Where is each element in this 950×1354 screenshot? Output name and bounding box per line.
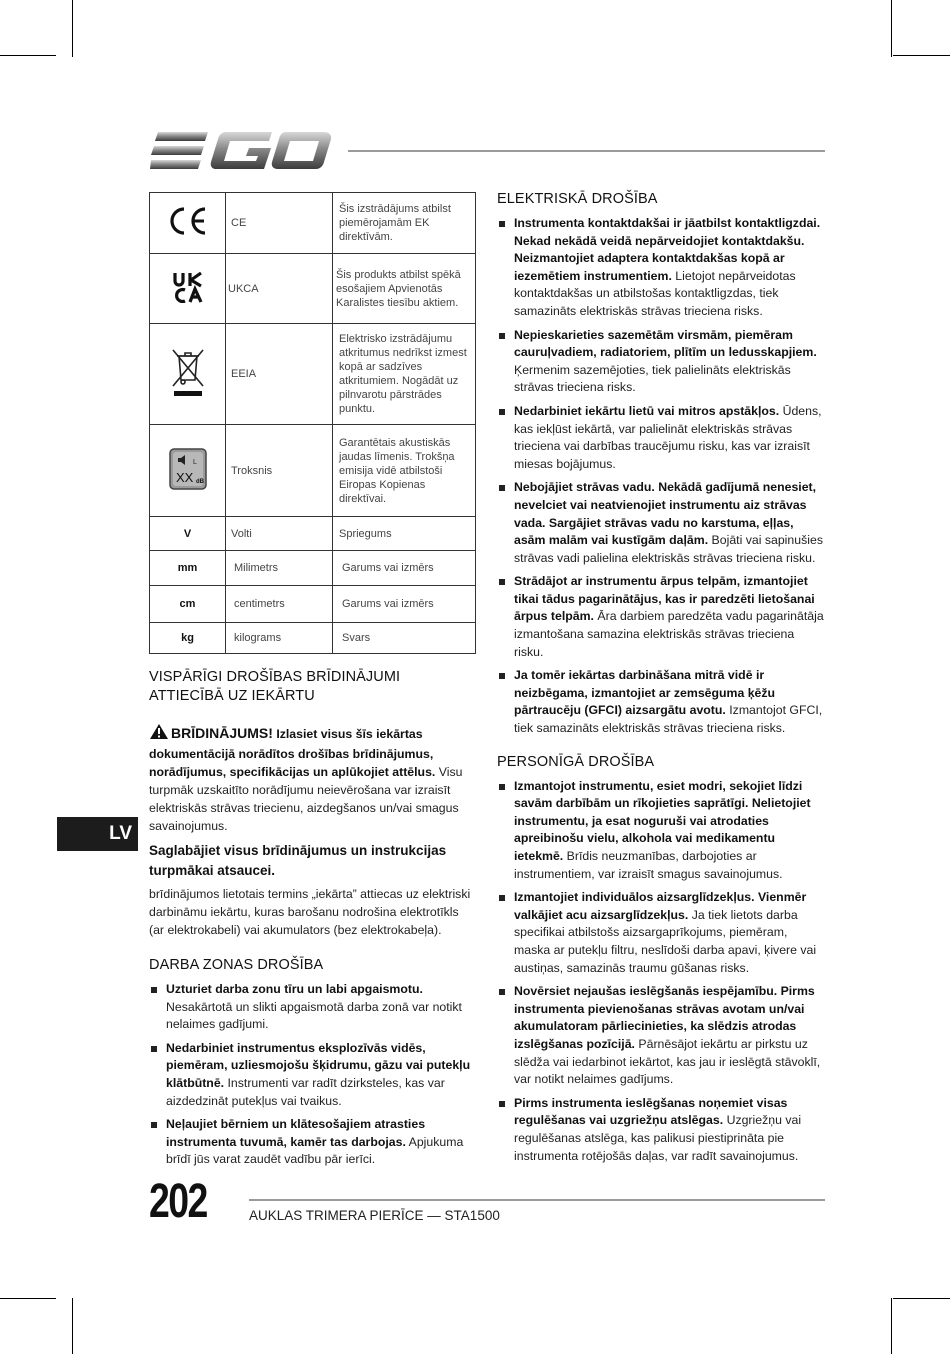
section-heading-electrical: ELEKTRISKĀ DROŠĪBA bbox=[497, 191, 658, 207]
right-column bbox=[497, 190, 825, 1165]
personal-list bbox=[497, 778, 825, 1165]
crop-mark bbox=[893, 55, 950, 56]
symbol-name: Volti bbox=[226, 517, 333, 551]
table-row bbox=[150, 551, 476, 586]
save-instructions-title: Saglabājiet visus brīdinājumus un instrukcijas turpmākai atsaucei. bbox=[149, 843, 447, 878]
language-tab: LV bbox=[57, 817, 138, 851]
warning-bold-text: Izlasiet visus šīs iekārtas dokumentācijā norādītos drošības brīdinājumus, norādījumus, specifikācijas un aplūkojiet attēlus. bbox=[149, 727, 436, 779]
list-item: Izmantojiet individuālos aizsarglīdzekļus. Vienmēr valkājiet acu aizsarglīdzekļus. Ja tiek lietots darba specifikai atbilstošs aizsargaprīkojums, piemēram, maska ar putekļu filtru, neslīdoši darba apavi, ķivere vai austiņas, samazinās traumu gūšanas risks. bbox=[497, 889, 825, 977]
symbols-table bbox=[149, 192, 476, 654]
list-item: Uzturiet darba zonu tīru un labi apgaismotu. Nesakārtotā un slikti apgaismotā darba zonā var notikt nelaimes gadījumi. bbox=[149, 981, 477, 1034]
electrical-list bbox=[497, 215, 825, 738]
symbol-unit: cm bbox=[150, 586, 226, 623]
symbol-name: Troksnis bbox=[226, 425, 333, 517]
warning-paragraph bbox=[149, 723, 477, 835]
crop-mark bbox=[891, 0, 892, 57]
crop-mark bbox=[0, 1298, 56, 1299]
noise-level-value: XX bbox=[175, 469, 193, 485]
symbol-unit: V bbox=[150, 517, 226, 551]
list-item: Instrumenta kontaktdakšai ir jāatbilst kontaktligzdai. Nekad nekādā veidā nepārveidojiet kontaktdakšu. Neizmantojiet adaptera kontaktdakšas kopā ar iezemētiem instrumentiem. Lietojot nepārveidotas kontaktdakšas un atbilstošas kontaktligzdas, tiek samazināts elektriskās strāvas trieciena risks. bbox=[497, 215, 825, 321]
crop-mark bbox=[72, 1298, 73, 1354]
symbol-description: Garums vai izmērs bbox=[333, 586, 476, 623]
warning-text: Visu turpmāk uzskaitīto norādījumu neievērošana var izraisīt elektriskās strāvas triecienu, aizdegšanos un/vai smagus savainojumus. bbox=[149, 765, 463, 833]
symbol-name: EEIA bbox=[226, 324, 333, 425]
symbol-unit: kg bbox=[150, 623, 226, 654]
weee-bin-icon bbox=[170, 389, 206, 401]
symbol-name: CE bbox=[226, 193, 333, 254]
symbol-description: Šis produkts atbilst spēkā esošajiem Apvienotās Karalistes tiesību aktiem. bbox=[333, 254, 476, 324]
table-row bbox=[150, 517, 476, 551]
section-heading-work-area: DARBA ZONAS DROŠĪBA bbox=[149, 957, 324, 973]
svg-text:L: L bbox=[192, 458, 197, 466]
footer-title: AUKLAS TRIMERA PIERĪCE — STA1500 bbox=[249, 1208, 500, 1223]
section-heading-general: VISPĀRĪGI DROŠĪBAS BRĪDINĀJUMI ATTIECĪBĀ UZ IEKĀRTU bbox=[149, 669, 401, 704]
symbol-name: kilograms bbox=[226, 623, 333, 654]
list-item: Pirms instrumenta ieslēgšanas noņemiet visas regulēšanas vai uzgriežņu atslēgas. Uzgriežņu vai regulēšanas atslēga, kas palikusi piestiprināta pie instrumenta rotējošās daļas, var radīt savainojumus. bbox=[497, 1095, 825, 1165]
warning-triangle-icon bbox=[149, 723, 169, 745]
table-row bbox=[150, 193, 476, 254]
section-heading-personal: PERSONĪGĀ DROŠĪBA bbox=[497, 753, 655, 770]
list-item: Nebojājiet strāvas vadu. Nekādā gadījumā nenesiet, nevelciet vai neatvienojiet instrumentu aiz strāvas vada. Sargājiet strāvas vadu no karstuma, eļļas, asām malām vai kustīgām daļām. Bojāti vai sapinušies strāvas vadi palielina elektriskās strāvas trieciena risku. bbox=[497, 479, 825, 567]
ego-logo bbox=[150, 130, 332, 172]
list-item: Neļaujiet bērniem un klātesošajiem atrasties instrumenta tuvumā, kamēr tas darbojas. Apjukuma brīdī jūs varat zaudēt vadību pār ierīci. bbox=[149, 1116, 477, 1169]
list-item: Nepieskarieties sazemētām virsmām, piemēram cauruļvadiem, radiatoriem, plītīm un ledusskapjiem. Ķermenim sazemējoties, tiek palielināts elektriskās strāvas trieciena risks. bbox=[497, 327, 825, 397]
page-number: 202 bbox=[149, 1175, 207, 1228]
noise-level-icon bbox=[169, 458, 207, 493]
table-row bbox=[150, 586, 476, 623]
crop-mark bbox=[0, 55, 56, 56]
list-item: Ja tomēr iekārtas darbināšana mitrā vidē ir neizbēgama, izmantojiet ar zemsēguma ķēžu pārtraucēju (GFCI) aizsargātu avotu. Izmantojot GFCI, tiek samazināts elektriskās strāvas trieciena risks. bbox=[497, 667, 825, 737]
symbol-description: Garantētais akustiskās jaudas līmenis. Trokšņa emisija vidē atbilstoši Eiropas Kopienas direktīvai. bbox=[333, 425, 476, 517]
ukca-mark-icon bbox=[172, 294, 204, 306]
symbol-name: Milimetrs bbox=[226, 551, 333, 586]
list-item: Novērsiet nejaušas ieslēgšanās iespējamību. Pirms instrumenta pievienošanas strāvas avotam un/vai akumulatoram pārliecinieties, ka slēdzis atrodas izslēgšanas pozīcijā. Pārnēsājot iekārtu ar pirkstu uz slēdža vai iedarbinot iekārtot, kas jau ir ieslēgtā stāvoklī, var notikt nelaimes gadījums. bbox=[497, 983, 825, 1089]
list-item: Nedarbiniet iekārtu lietū vai mitros apstākļos. Ūdens, kas iekļūst iekārtā, var palielināt elektriskās strāvas trieciena vai darbības traucējumu risku, kas var izraisīt miesas bojājumus. bbox=[497, 403, 825, 473]
footer-rule bbox=[249, 1199, 825, 1201]
symbol-name: UKCA bbox=[226, 254, 333, 324]
svg-text:dB: dB bbox=[195, 478, 204, 485]
crop-mark bbox=[893, 1298, 950, 1299]
symbol-description: Svars bbox=[333, 623, 476, 654]
list-item: Nedarbiniet instrumentus eksplozīvās vidēs, piemēram, uzliesmojošu šķidrumu, gāzu vai putekļu klātbūtnē. Instrumenti var radīt dzirksteles, kas var aizdedzināt putekļus vai tvaikus. bbox=[149, 1040, 477, 1110]
symbol-description: Spriegums bbox=[333, 517, 476, 551]
list-item: Strādājot ar instrumentu ārpus telpām, izmantojiet tikai tādus pagarinātājus, kas ir paredzēti lietošanai ārpus telpām. Āra darbiem paredzēta vadu pagarinātāja izmantošana samazina elektriskās strāvas trieciena risku. bbox=[497, 573, 825, 661]
table-row bbox=[150, 623, 476, 654]
work-area-list bbox=[149, 981, 477, 1169]
table-row bbox=[150, 425, 476, 517]
symbol-description: Garums vai izmērs bbox=[333, 551, 476, 586]
crop-mark bbox=[891, 1298, 892, 1354]
ce-mark-icon bbox=[167, 227, 209, 239]
symbol-description: Elektrisko izstrādājumu atkritumus nedrīkst izmest kopā ar sadzīves atkritumiem. Nogādāt uz pilnvarotu pārstrādes punktu. bbox=[333, 324, 476, 425]
header-rule bbox=[348, 150, 825, 152]
left-column bbox=[149, 668, 477, 1169]
symbol-unit: mm bbox=[150, 551, 226, 586]
warning-label: BRĪDINĀJUMS! bbox=[171, 725, 273, 741]
crop-mark bbox=[72, 0, 73, 57]
table-row bbox=[150, 254, 476, 324]
term-definition: brīdinājumos lietotais termins „iekārta” attiecas uz elektriski darbināmu iekārtu, kuras barošanu nodrošina elektrotīkls (ar elektrokabeli) vai akumulators (bez elektrokabeļa). bbox=[149, 887, 471, 937]
list-item: Izmantojot instrumentu, esiet modri, sekojiet līdzi savām darbībām un rīkojieties saprātīgi. Nelietojiet instrumentu, ja esat noguruši vai atrodaties apreibinošu vielu, alkohola vai medikamentu ietekmē. Brīdis neuzmanības, darbojoties ar instrumentiem, var izraisīt smagus savainojumus. bbox=[497, 778, 825, 884]
table-row bbox=[150, 324, 476, 425]
symbol-name: centimetrs bbox=[226, 586, 333, 623]
symbol-description: Šis izstrādājums atbilst piemērojamām EK direktīvām. bbox=[333, 193, 476, 254]
